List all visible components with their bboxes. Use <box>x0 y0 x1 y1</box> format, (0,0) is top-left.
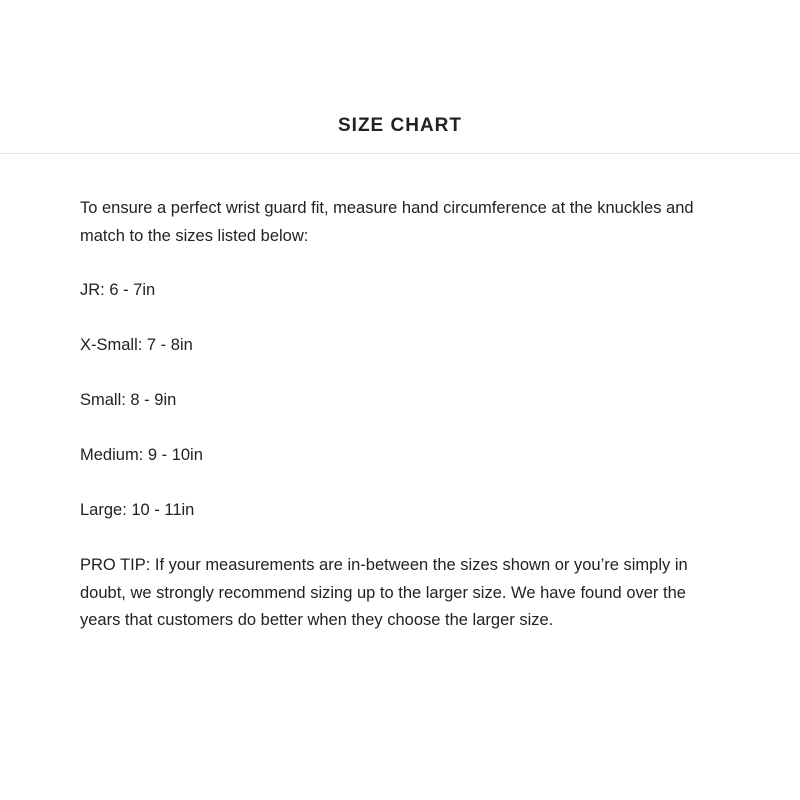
size-row-large: Large: 10 - 11in <box>80 501 195 519</box>
size-row-medium: Medium: 9 - 10in <box>80 446 203 464</box>
size-chart-header <box>0 0 800 154</box>
pro-tip-text: PRO TIP: If your measurements are in-between the sizes shown or you’re simply in doubt, we strongly recommend sizing up to the larger size. We have found over the years that customers do better when they choose the larger size. <box>80 556 688 629</box>
size-row-jr: JR: 6 - 7in <box>80 281 156 299</box>
intro-text: To ensure a perfect wrist guard fit, measure hand circumference at the knuckles and match to the sizes listed below: <box>80 199 694 245</box>
size-chart-body <box>80 195 720 662</box>
size-row-small: Small: 8 - 9in <box>80 391 177 409</box>
page-title: SIZE CHART <box>338 115 462 136</box>
size-row-x-small: X-Small: 7 - 8in <box>80 336 193 354</box>
